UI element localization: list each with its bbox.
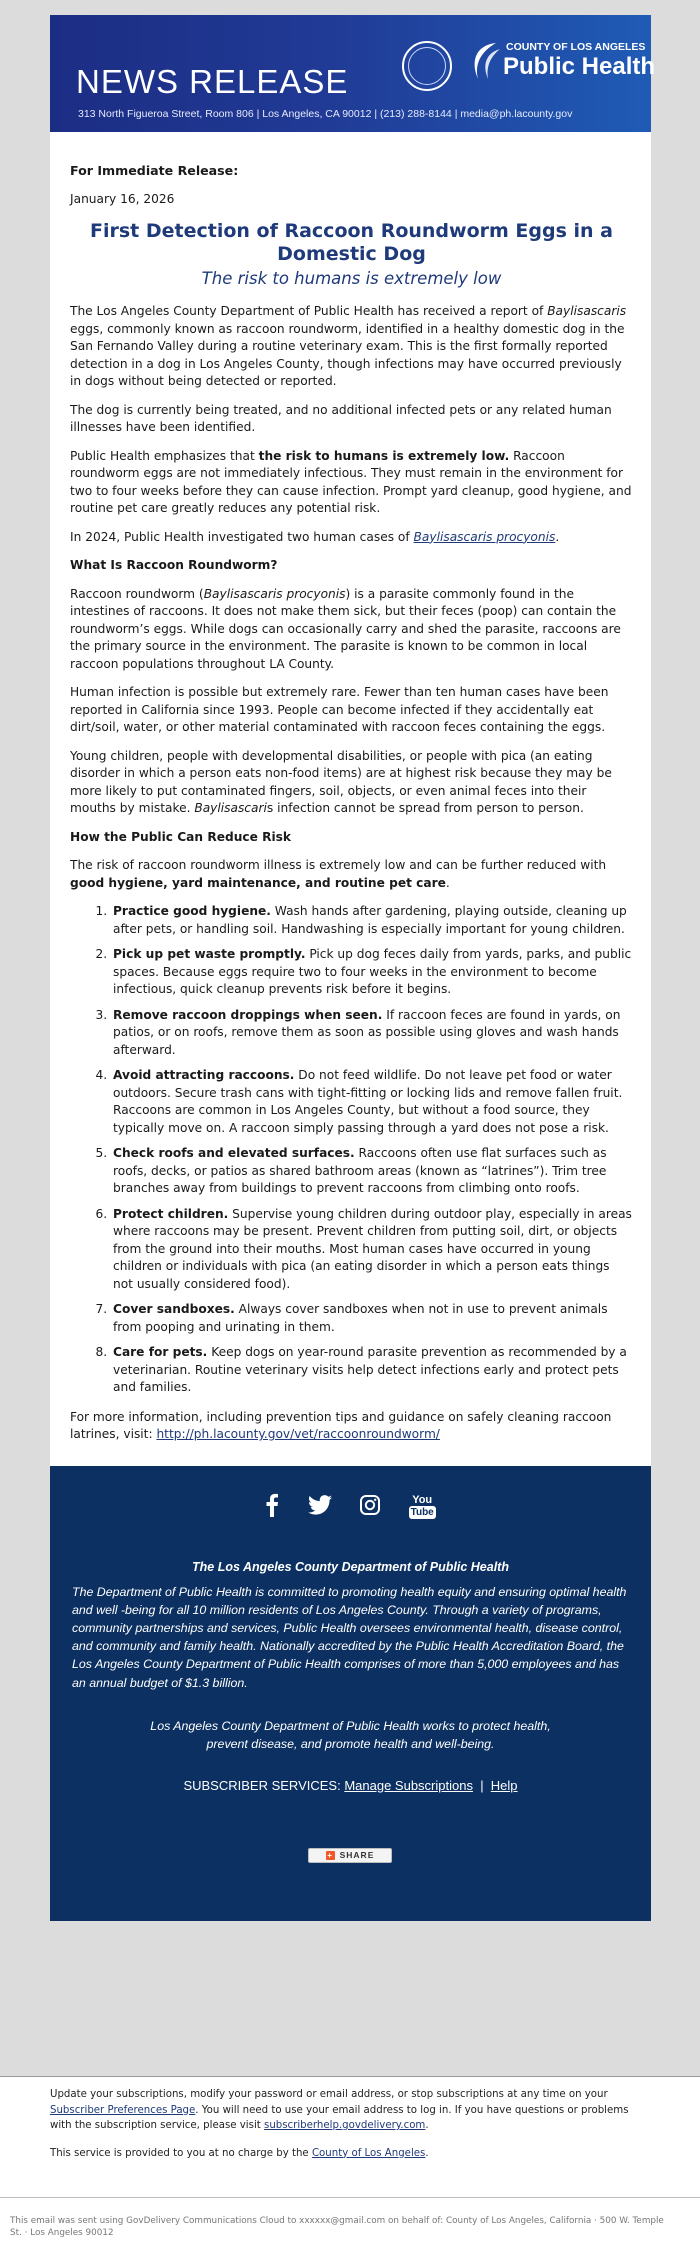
subscriber-label: SUBSCRIBER SERVICES: bbox=[183, 1777, 345, 1793]
footer-org-title: The Los Angeles County Department of Public Health bbox=[192, 1559, 509, 1574]
paragraph-human-infection: Human infection is possible but extremely rare. Fewer than ten human cases have been reported in California since 1993. People can become infected if they accidentally eat dirt/soil, water, or other material contaminated with raccoon feces containing the eggs. bbox=[70, 685, 609, 734]
footer-panel bbox=[50, 1466, 651, 1921]
subheadline: The risk to humans is extremely low bbox=[201, 269, 502, 288]
notice-provided-by: This service is provided to you at no charge by the County of Los Angeles. bbox=[50, 2147, 429, 2159]
footer-mission: Los Angeles County Department of Public Health works to protect health, prevent disease, and promote health and well-being. bbox=[150, 1718, 551, 1751]
list-item: 7. Cover sandboxes. Always cover sandboxes when not in use to prevent animals from pooping and urinating in them. bbox=[111, 1301, 633, 1336]
notice-update: Update your subscriptions, modify your password or email address, or stop subscriptions at any time on your Subscriber Preferences Page. You will need to use your email address to log in. If you have questions or problems with the subscription service, please visit subscriberhelp.govdelivery.com. bbox=[50, 2089, 629, 2131]
list-item: 4. Avoid attracting raccoons. Do not feed wildlife. Do not leave pet food or water outdoors. Secure trash cans with tight-fitting or locking lids and remove fallen fruit. Raccoons are common in Los Angeles County, but without a food source, they typically move on. A raccoon simply passing through a yard does not pose a risk. bbox=[111, 1067, 633, 1137]
subscriber-help-link[interactable]: subscriberhelp.govdelivery.com bbox=[264, 2120, 426, 2131]
social-links bbox=[50, 1493, 651, 1522]
county-link[interactable]: County of Los Angeles bbox=[311, 2147, 426, 2159]
help-link[interactable]: Help bbox=[490, 1777, 518, 1793]
paragraph-intro: The Los Angeles County Department of Public Health has received a report of Baylisascaris eggs, commonly known as raccoon roundworm, identified in a healthy domestic dog in the San Fernando Valley during a routine veterinary exam. This is the first formally reported detection in a dog in Los Angeles County, though infections may have occurred previously in dogs without being detected or reported. bbox=[70, 304, 627, 388]
banner-address: 313 North Figueroa Street, Room 806 | Los Angeles, CA 90012 | (213) 288-8144 | media@ph.lacounty.gov bbox=[78, 108, 573, 120]
manage-subscriptions-link[interactable]: Manage Subscriptions bbox=[344, 1777, 473, 1793]
list-item: 1. Practice good hygiene. Wash hands after gardening, playing outside, cleaning up after pets, or handling soil. Handwashing is especially important for young children. bbox=[111, 903, 633, 938]
section-reduce-risk: How the Public Can Reduce Risk bbox=[70, 829, 292, 844]
org-county-label: COUNTY OF LOS ANGELES bbox=[506, 41, 646, 53]
subscriber-divider: | bbox=[472, 1777, 491, 1793]
prevention-tips-list bbox=[70, 903, 633, 1397]
paragraph-treatment: The dog is currently being treated, and no additional infected pets or any related human illnesses have been identified. bbox=[70, 402, 612, 434]
news-release-banner bbox=[50, 15, 656, 132]
list-item: 8. Care for pets. Keep dogs on year-round parasite prevention as recommended by a veterinarian. Routine veterinary visits help detect infections early and protect pets and families. bbox=[111, 1344, 633, 1397]
list-item: 5. Check roofs and elevated surfaces. Raccoons often use flat surfaces such as roofs, decks, or patios as shared bathroom areas (known as “latrines”). Trim tree branches away from buildings to prevent raccoons from climbing onto roofs. bbox=[111, 1145, 633, 1198]
twitter-icon[interactable] bbox=[308, 1495, 332, 1520]
newsletter-card bbox=[50, 15, 656, 1921]
headline: First Detection of Raccoon Roundworm Eggs in a Domestic Dog bbox=[89, 220, 613, 265]
youtube-tube-label: Tube bbox=[410, 1507, 434, 1518]
list-item: 3. Remove raccoon droppings when seen. If raccoon feces are found in yards, on patios, or on roofs, remove them as soon as possible using gloves and wash hands afterward. bbox=[111, 1007, 633, 1060]
paragraph-reduce-intro: The risk of raccoon roundworm illness is extremely low and can be further reduced with good hygiene, yard maintenance, and routine pet care. bbox=[70, 858, 607, 890]
paragraph-high-risk: Young children, people with developmental disabilities, or people with pica (an eating disorder in which a person eats non-food items) are at highest risk because they may be more likely to put contaminated fingers, soil, objects, or even animal feces into their mouths by mistake. Baylisascaris infection cannot be spread from person to person. bbox=[70, 748, 612, 815]
list-item: 2. Pick up pet waste promptly. Pick up dog feces daily from yards, parks, and public spaces. Because eggs require two to four weeks in the environment to become infectious, quick cleanup prevents risk before it begins. bbox=[111, 946, 633, 999]
instagram-icon[interactable] bbox=[360, 1495, 380, 1520]
notice-divider bbox=[0, 2197, 700, 2198]
org-name-label: Public Health bbox=[503, 53, 656, 80]
share-plus-icon: + bbox=[327, 1850, 333, 1860]
release-date: January 16, 2026 bbox=[70, 191, 175, 206]
youtube-icon[interactable] bbox=[409, 1495, 436, 1519]
notice-fine-print: This email was sent using GovDelivery Communications Cloud to xxxxxx@gmail.com on behalf of: County of Los Angeles, California · 500 W. Temple St. · Los Angeles 90012 bbox=[10, 2216, 664, 2238]
raccoon-roundworm-link[interactable]: http://ph.lacounty.gov/vet/raccoonroundworm/ bbox=[156, 1427, 440, 1441]
banner-title: NEWS RELEASE bbox=[76, 63, 349, 100]
subscriber-services bbox=[50, 1778, 651, 1793]
subscriber-preferences-link[interactable]: Subscriber Preferences Page bbox=[50, 2104, 196, 2116]
public-health-logo-icon bbox=[466, 39, 506, 89]
facebook-icon[interactable] bbox=[265, 1493, 279, 1522]
baylisascaris-link[interactable]: Baylisascaris procyonis bbox=[413, 529, 556, 544]
paragraph-more-info: For more information, including prevention tips and guidance on safely cleaning raccoon latrines, visit: http://ph.lacounty.gov/vet/raccoonroundworm/ bbox=[70, 1409, 612, 1441]
youtube-you-label: You bbox=[412, 1494, 433, 1506]
paragraph-2024-cases: In 2024, Public Health investigated two human cases of Baylisascaris procyonis. bbox=[70, 529, 560, 544]
paragraph-risk: Public Health emphasizes that the risk to humans is extremely low. Raccoon roundworm eggs are not immediately infectious. They must remain in the environment for two to four weeks before they can cause infection. Prompt yard cleanup, good hygiene, and routine pet care greatly reduces any potential risk. bbox=[70, 448, 632, 515]
subscription-notice bbox=[0, 2076, 700, 2251]
paragraph-parasite: Raccoon roundworm (Baylisascaris procyonis) is a parasite commonly found in the intestines of raccoons. It does not make them sick, but their feces (poop) can contain the roundworm’s eggs. While dogs can occasionally carry and shed the parasite, raccoons are the primary source in the environment. The parasite is known to be common in local raccoon populations throughout LA County. bbox=[70, 586, 621, 671]
article-body bbox=[50, 132, 651, 1444]
list-item: 6. Protect children. Supervise young children during outdoor play, especially in areas where raccoons may be present. Prevent children from putting soil, dirt, or objects from the ground into their mouths. Most human cases have occurred in young children or individuals with pica (an eating disorder in which a person eats things not usually considered food). bbox=[111, 1206, 633, 1294]
footer-about: The Department of Public Health is committed to promoting health equity and ensuring optimal health and well -being for all 10 million residents of Los Angeles County. Through a variety of programs, community partnerships and services, Public Health oversees environmental health, disease control, and community and family health. Nationally accredited by the Public Health Accreditation Board, the Los Angeles County Department of Public Health comprises of more than 5,000 employees and has an annual budget of $1.3 billion. bbox=[72, 1584, 627, 1690]
county-seal-icon bbox=[402, 41, 452, 91]
section-what-is: What Is Raccoon Roundworm? bbox=[70, 558, 278, 572]
release-label: For Immediate Release: bbox=[70, 163, 239, 178]
share-button[interactable]: + SHARE bbox=[308, 1848, 392, 1863]
